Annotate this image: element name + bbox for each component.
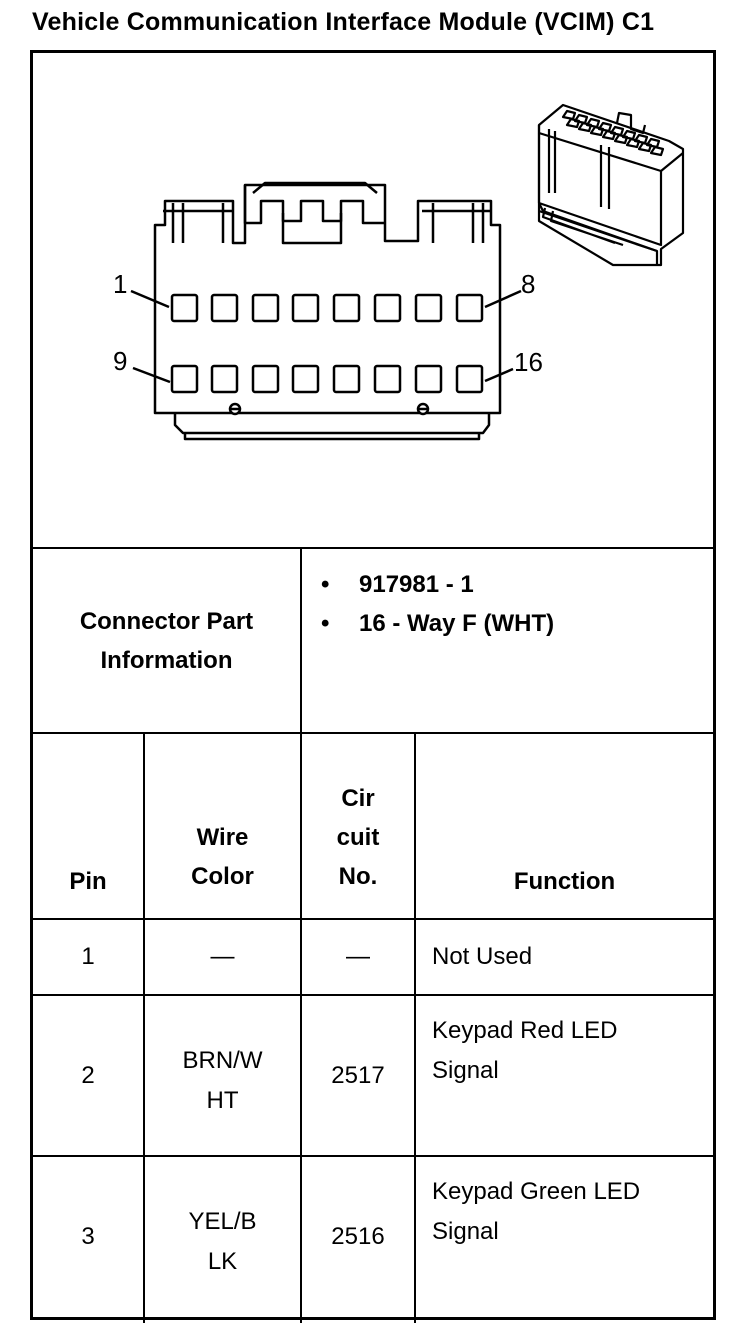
cavity-16 <box>457 366 482 392</box>
cavity-9 <box>172 366 197 392</box>
cell-wire-color <box>145 920 300 994</box>
cell-circuit-text: — <box>346 943 370 970</box>
table-row <box>33 996 143 1155</box>
bottom-rail <box>175 413 489 433</box>
cell-circuit <box>302 920 414 994</box>
pin-label-16: 16 <box>514 347 543 377</box>
latch-shape <box>245 185 385 223</box>
cell-function <box>416 1157 713 1317</box>
connector-body-outline <box>155 185 500 413</box>
connector-3d-view <box>539 105 683 265</box>
cell-pin: 2 <box>81 1061 95 1089</box>
cavity-13 <box>334 366 359 392</box>
cavity-1 <box>172 295 197 321</box>
header-function <box>416 734 713 918</box>
cell-function-line2: Signal <box>432 1057 499 1084</box>
column-divider <box>300 547 302 732</box>
cavity-10 <box>212 366 237 392</box>
cell-wire-color-line2: LK <box>207 1248 238 1275</box>
header-pin-text: Pin <box>69 868 107 895</box>
connector-type: 16 - Way F (WHT) <box>359 609 555 637</box>
cavity-5 <box>334 295 359 321</box>
cell-function-text: Not Used <box>432 943 533 970</box>
cavity-7 <box>416 295 441 321</box>
header-circuit-line2: cuit <box>336 824 380 851</box>
connector-info-item: • 16 - Way F (WHT) <box>321 609 555 637</box>
cell-function-line2: Signal <box>432 1218 499 1245</box>
cell-pin: 3 <box>81 1223 95 1250</box>
page-title: Vehicle Communication Interface Module (VCIM) C1 <box>32 8 655 36</box>
pin-cavities <box>172 295 482 392</box>
connector-info-list <box>303 565 554 643</box>
cell-wire-color <box>145 1157 300 1317</box>
pin-label-8: 8 <box>521 269 536 299</box>
table-row <box>33 920 143 994</box>
header-pin <box>33 734 143 918</box>
connector-info-item: • 917981 - 1 <box>321 570 474 598</box>
header-wire-color-line1: Wire <box>196 824 249 851</box>
table-row <box>33 1157 143 1317</box>
connector-part-number: 917981 - 1 <box>359 570 474 598</box>
cell-circuit <box>302 996 414 1155</box>
header-wire-color <box>145 734 300 918</box>
cell-function-line1: Keypad Red LED <box>432 1017 618 1044</box>
cavity-6 <box>375 295 400 321</box>
connector-info-label-line2: Information <box>100 646 233 674</box>
connector-table-frame <box>30 50 716 1320</box>
cell-wire-color-line1: YEL/B <box>188 1208 257 1235</box>
connector-info-label <box>33 549 300 732</box>
cavity-4 <box>293 295 318 321</box>
header-circuit-no <box>302 734 414 918</box>
cell-circuit <box>302 1157 414 1317</box>
header-wire-color-line2: Color <box>191 863 254 890</box>
cell-function <box>416 996 713 1155</box>
header-function-text: Function <box>513 868 616 895</box>
cell-wire-color-line2: HT <box>206 1086 239 1114</box>
cell-pin: 1 <box>81 943 95 970</box>
cell-circuit-text: 2516 <box>331 1223 385 1250</box>
cavity-8 <box>457 295 482 321</box>
cavity-15 <box>416 366 441 392</box>
connector-diagram <box>33 53 713 547</box>
pin-label-1: 1 <box>113 269 128 299</box>
cavity-3 <box>253 295 278 321</box>
cavity-2 <box>212 295 237 321</box>
header-circuit-line3: No. <box>338 863 378 890</box>
connector-info-label-line1: Connector Part <box>79 607 254 635</box>
cavity-12 <box>293 366 318 392</box>
cavity-14 <box>375 366 400 392</box>
cavity-11 <box>253 366 278 392</box>
cell-wire-color-text: — <box>210 943 235 970</box>
cell-function-line1: Keypad Green LED <box>432 1178 641 1205</box>
cell-wire-color-line1: BRN/W <box>182 1046 263 1074</box>
header-circuit-line1: Cir <box>341 785 375 812</box>
pin-label-9: 9 <box>113 346 128 376</box>
cell-circuit-text: 2517 <box>331 1061 385 1089</box>
cell-function <box>416 920 713 994</box>
cell-wire-color <box>145 996 300 1155</box>
